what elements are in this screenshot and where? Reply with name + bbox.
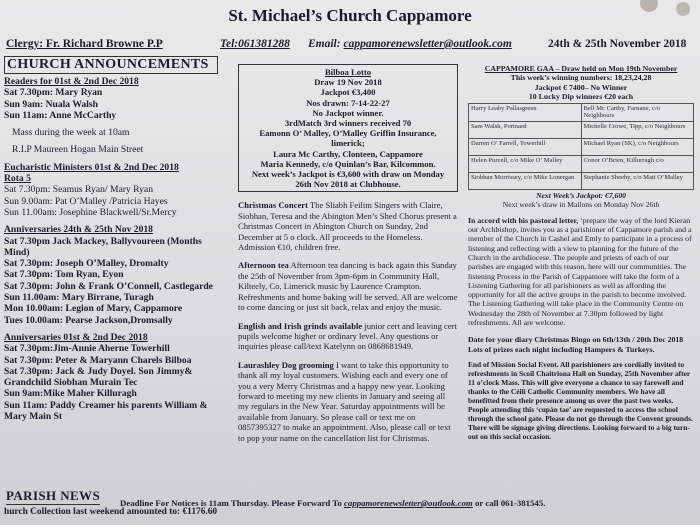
list-item: Sun 11am: Paddy Creamer his parents William & xyxy=(4,399,208,411)
gaa-draw-header: CAPPAMORE GAA – Draw held on Mon 19th November This week’s winning numbers: 18,23,24,28 Jackpot € 7400– No Winner 10 Lucky Dip winners €20 each xyxy=(484,64,678,102)
list-item: Tues 10.00am: Pearse Jackson,Dromsally xyxy=(4,314,173,326)
middle-column xyxy=(238,64,458,524)
lotto-title: Bilboa Lotto xyxy=(324,67,372,77)
social-event-notice: End of Mission Social Event. All parishioners are cordially invited to refreshments in Scoil Chaitriona Hall on Sunday, 25th November after 11 o’clock Mass. This will give everyone a chance to say farewell and thanks to the Céili Catholic Community members. We have all benefitted from their presence among us over the past two weeks. People attending this ‘cupán tae’ are requested to access the school through the school gate. Please do not go through the Convent grounds. There will be signage giving directions. Looking forward to a big turn-out on this social occasion. xyxy=(468,359,693,441)
list-item: Sun 11.00am: Mary Birrane, Turagh xyxy=(4,292,154,304)
list-item: Sat 7.30pm: Jack & Judy Doyel. Son Jimmy& xyxy=(4,365,193,377)
dog-grooming-notice: Laurashley Dog grooming I want to take this opportunity to thank all my loyal customers. Wishing each and every one of you a very Merry Christmas and a happy new year. Looking forward to meeting my new clients in January and seeing all my regulars in the New Year. Saturday appointments will be available from January. So please call or text me on 0857395327 to make an appointment. Also, please call or text to pop your name on the cancellation list for Christmas. xyxy=(238,359,451,443)
anniversaries-title: Anniversaries 01st & 2nd Dec 2018 xyxy=(4,331,148,343)
lotto-line: 26th Nov 2018 at Clubhouse. xyxy=(295,179,401,190)
footer-email-link[interactable]: cappamorenewsletter@outlook.com xyxy=(344,498,473,508)
rip-note: R.I.P Maureen Hogan Main Street xyxy=(12,144,144,156)
lotto-line: Draw 19 Nov 2018 xyxy=(314,77,382,88)
concert-notice: Christmas Concert The Sliabh Feilim Singers with Claire, Siobhan, Teresa and the Abington Men’s Shed Chorus present a Christmas Concert in Abington Church on Sunday, 2nd December at 5 o clock. All proceeds to the Homeless. Admission €10, children free. xyxy=(238,200,457,253)
telephone-text: Tel:061381288 xyxy=(220,38,290,50)
lotto-box xyxy=(238,64,458,192)
table-row: Helen Purcell, c/o Mike O’ Malley Conor O’Brien, Killurragh c/o xyxy=(469,155,694,172)
list-item: Mon 10.00am: Legion of Mary, Cappamore xyxy=(4,303,183,315)
list-item: Sat 7.30pm: John & Frank O’Connell, Castlegarde xyxy=(4,280,213,292)
table-row: Sam Walsh, Portnard Michelle Crowe, Tipp, c/o Neighbours xyxy=(469,121,694,138)
deadline-footer: Deadline For Notices is 11am Thursday. Please Forward To cappamorenewsletter@outlook.com or call 061-381545. xyxy=(120,498,546,508)
grinds-notice: English and Irish grinds available junior cert and leaving cert pupils welcome higher or ordinary level. Any questions or inquiries please call/text Katelynn on 0868681949. xyxy=(238,320,457,352)
next-jackpot: Next Week’s Jackpot: €7,600 Next week’s draw in Mallons on Monday Nov 26th xyxy=(502,190,660,209)
table-row: Siobhan Morrissey, c/o Mike Lonergan Stephanie Sheehy, c/o Matt O’Malley xyxy=(469,172,694,189)
lotto-line: Jackpot €3,400 xyxy=(320,87,376,98)
lotto-line: limerick; xyxy=(331,138,365,149)
lotto-line: Maria Kennedy, c/o Quinlan’s Bar, Kilcommon. xyxy=(260,158,436,169)
contact-header xyxy=(6,38,696,54)
list-item: Mind) xyxy=(4,246,30,258)
lotto-line: Next week’s Jackpot is €3,600 with draw on Monday xyxy=(251,169,445,180)
clergy-text: Clergy: Fr. Richard Browne P.P xyxy=(6,38,163,50)
list-item: Sat 7.30pm:Jim-Annie Aherne Towerhill xyxy=(4,343,170,355)
lucky-dip-table xyxy=(468,103,694,190)
tea-dance-notice: Afternoon tea Afternoon tea dancing is back again this Sunday the 25th of November from 3pm-6pm in Community Hall, Kilteely, Co, Limerick music by Laurence Crampton. Refreshments and home baking will be served. All are welcome to come dancing or just sit back, relax and enjoy the music. xyxy=(238,260,458,313)
anniversaries-title: Anniversaries 24th & 25th Nov 2018 xyxy=(4,224,153,236)
lotto-line: Nos drawn: 7-14-22-27 xyxy=(306,97,390,108)
announcements-column xyxy=(4,56,232,525)
list-item: Sun 11.00am: Josephine Blackwell/Sr.Mercy xyxy=(4,206,177,218)
email-text: Email: cappamorenewsletter@outlook.com xyxy=(308,38,512,50)
pastoral-notice: In accord with his pastoral letter, ‘prepare the way of the lord Kieran our Archbishop, invites you as a parishioner of Cappamore parish and a member of the Church in Cashel and Emly to participate in a process of listening and reflecting with a view to planning for the future of the Church in the archdiocese. The people and priests of each of our parishes are engaged with this reason, here will our communities. The listening Process in the Parish of Cappamore will take the form of a Listening Gathering for all parishioners as well as affording the opportunity for all the active groups in the parish to become involved. The Listening Gathering will take place in the Community Centre on Wednesday the 28th of November at 7.30pm followed by light refreshments. All are welcome. xyxy=(468,215,692,328)
announcements-heading: CHURCH ANNOUNCEMENTS xyxy=(4,56,218,74)
list-item: Sun 11am: Anne McCarthy xyxy=(4,109,117,121)
lotto-line: 3rdMatch 3rd winners received 70 xyxy=(284,118,412,129)
lotto-line: Laura Mc Carthy, Clonteen, Cappamore xyxy=(273,148,423,159)
collection-note: hurch Collection last weekend amounted to: €1176.60 xyxy=(4,507,218,517)
issue-dates: 24th & 25th November 2018 xyxy=(548,38,687,50)
lotto-line: No Jackpot winner. xyxy=(312,107,384,118)
rota-label: Rota 5 xyxy=(4,173,31,185)
list-item: Sat 7.30pm: Seamus Ryan/ Mary Ryan xyxy=(4,184,153,196)
list-item: Mary Main St xyxy=(4,411,63,423)
readers-title: Readers for 01st & 2nd Dec 2018 xyxy=(4,76,139,87)
table-row: Darren O’ Farrell, Towerhill Michael Ryan (SK), c/o Neighbours xyxy=(469,138,694,155)
list-item: Sun 9am:Mike Maher Killuragh xyxy=(4,388,137,400)
ministers-title: Eucharistic Ministers 01st & 2nd Dec 2018 xyxy=(4,161,179,173)
list-item: Sun 9am: Nuala Walsh xyxy=(4,98,98,110)
table-row: Harry Leahy Pallasgreen Bell Mc Carthy, Farnane, c/o Neighbours xyxy=(469,103,694,121)
right-column xyxy=(468,64,694,514)
email-link[interactable]: cappamorenewsletter@outlook.com xyxy=(343,38,512,50)
list-item: Sat 7.30pm: Mary Ryan xyxy=(4,87,103,99)
lotto-line: Eamonn O’ Malley, O’Malley Griffin Insurance, xyxy=(259,128,437,139)
list-item: Sat 7.30pm: Tom Ryan, Eyon xyxy=(4,269,124,281)
parish-news-heading: PARISH NEWS xyxy=(6,488,101,503)
mass-note: Mass during the week at 10am xyxy=(12,127,130,139)
list-item: Sat 7.30pm: Peter & Maryann Charels Bilboa xyxy=(4,354,192,366)
list-item: Grandchild Siobhan Murain Tec xyxy=(4,377,138,389)
list-item: Sat 7.30pm Jack Mackey, Ballyvoureen (Months xyxy=(4,235,202,247)
page-title: St. Michael’s Church Cappamore xyxy=(228,6,472,25)
list-item: Sat 7.30pm: Joseph O’Malley, Dromalty xyxy=(4,258,169,270)
list-item: Sun 9.00am: Pat O’Malley /Patricia Hayes xyxy=(4,195,168,207)
bingo-notice: Date for your diary Christmas Bingo on 6th/13th / 20th Dec 2018 Lots of prizes each night including Hampers & Turkeys. xyxy=(468,335,684,354)
